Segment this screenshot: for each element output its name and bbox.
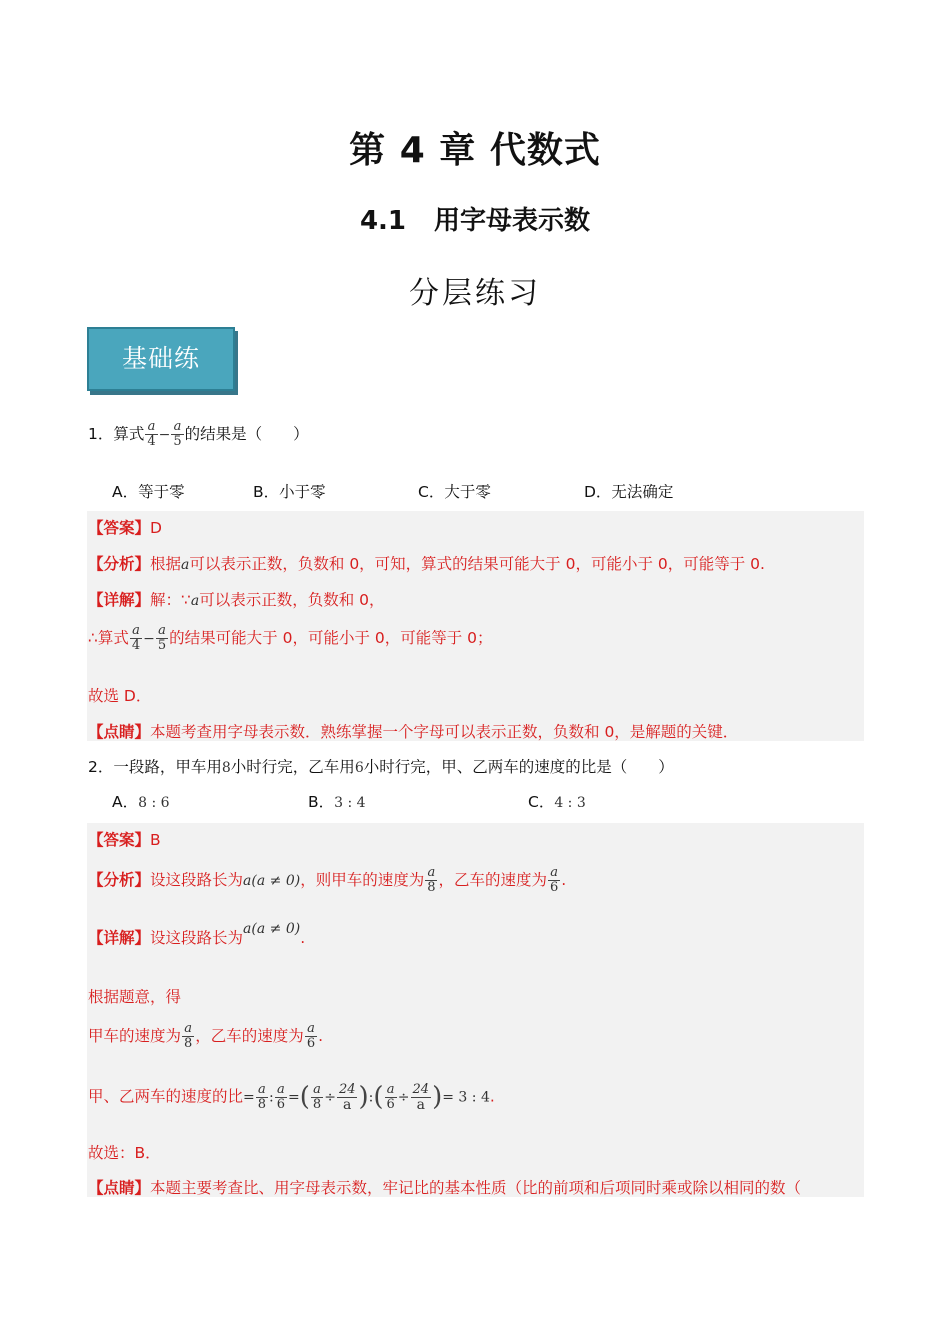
answer-tag: 【答案】 [88,831,151,849]
ratio-result: = 3 : 4 [442,1089,490,1106]
analysis-tag: 【分析】 [88,871,151,889]
comment-tag: 【点睛】 [88,723,151,741]
answer-value: D [150,519,162,537]
hours-6: 6 [354,760,364,776]
fraction-a-over-8: $\frac{a}{8}$ [257,1081,267,1112]
q1-choose: 故选 D． [88,687,152,705]
length-expression: a(a ≠ 0) [243,873,301,889]
section-number: 4.1 [359,206,407,236]
question-1 [88,420,309,449]
fraction-a-over-6: $\frac{a}{6}$ [306,1021,316,1051]
q2-detail: 【详解】设这段路长为a(a ≠ 0). [88,921,306,947]
chapter-title: 第 4 章 代数式 [349,130,601,171]
answer-value: B [150,831,161,849]
q1-detail: 【详解】解：∵a可以表示正数，负数和 0， [88,591,385,609]
paren-close: ) [358,1082,369,1112]
q1-prefix: 1．算式 [88,425,145,443]
subtitle: 分层练习 [409,276,541,311]
q2-option-c: C．4 : 3 [528,793,586,811]
fraction-a-over-6: $\frac{a}{6}$ [276,1081,286,1112]
q2-ratio: 甲、乙两车的速度的比= $\frac{a}{8}$ : $\frac{a}{6}$ =( $\frac{a}{8}$ ÷ $\frac{24}{a}$ ):( $\frac{a}{6}$ ÷ $\frac{24}{a}$ )= 3 : 4. [88,1081,495,1113]
fraction-a-over-5: $\frac{a}{5}$ [173,419,182,449]
fraction-a-over-8: $\frac{a}{8}$ [427,865,436,895]
fraction-a-over-5: $\frac{a}{5}$ [157,623,167,653]
hours-8: 8 [221,760,231,776]
q2-line-given: 根据题意，得 [88,988,182,1006]
analysis-tag: 【分析】 [88,555,151,573]
var-a: a [190,593,200,609]
section-title: 用字母表示数 [434,206,591,236]
q1-detail-2: ∴算式 $\frac{a}{4}$ − $\frac{a}{5}$ 的结果可能大于 0，可能小于 0，可能等于 0； [88,623,493,653]
section-heading [0,200,950,237]
q2-option-b: B．3 : 4 [308,793,366,811]
q2-speeds: 甲车的速度为 $\frac{a}{8}$ ，乙车的速度为 $\frac{a}{6}$ . [88,1021,324,1051]
q2-analysis: 【分析】设这段路长为a(a ≠ 0)，则甲车的速度为 $\frac{a}{8}$ ，乙车的速度为 $\frac{a}{6}$ . [88,865,567,895]
level-badge: 基础练 [87,327,235,391]
q1-suffix: 的结果是（ ） [184,425,309,443]
detail-tag: 【详解】 [88,591,151,609]
q1-comment: 【点睛】本题考查用字母表示数．熟练掌握一个字母可以表示正数，负数和 0，是解题的关键． [88,723,739,741]
question-2: 2．一段路，甲车用8小时行完，乙车用6小时行完，甲、乙两车的速度的比是（ ） [88,758,674,776]
q1-option-d: D．无法确定 [584,483,674,501]
fraction-a-over-4: $\frac{a}{4}$ [131,623,141,653]
fraction-a-over-8: $\frac{a}{8}$ [184,1021,193,1051]
length-expression: a(a ≠ 0) [243,921,301,937]
paren-open: ( [299,1082,310,1112]
q1-option-b: B．小于零 [253,483,326,501]
fraction-a-over-6: $\frac{a}{6}$ [550,865,559,895]
q1-option-a: A．等于零 [112,483,185,501]
q2-option-a: A．8 : 6 [112,793,170,811]
minus-sign: − [158,427,171,443]
q2-comment: 【点睛】本题主要考查比、用字母表示数，牢记比的基本性质（比的前项和后项同时乘或除以相同的数（ [88,1179,802,1197]
answer-tag: 【答案】 [88,519,151,537]
fraction-a-over-4: $\frac{a}{4}$ [147,419,156,449]
q1-answer [88,516,162,538]
var-a: a [181,557,190,573]
comment-tag: 【点睛】 [88,1179,151,1197]
q2-choose: 故选：B． [88,1144,161,1162]
q1-option-c: C．大于零 [418,483,491,501]
detail-tag: 【详解】 [88,929,151,947]
q2-answer [88,828,161,850]
q1-analysis: 【分析】根据a可以表示正数，负数和 0，可知，算式的结果可能大于 0，可能小于 0，可能等于 0. [88,555,765,573]
